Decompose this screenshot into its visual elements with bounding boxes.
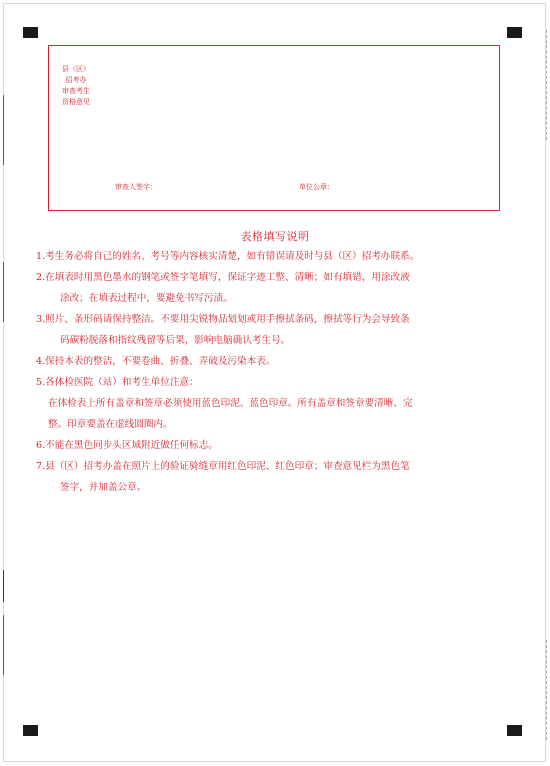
edge-marker	[3, 570, 4, 602]
instruction-item	[36, 351, 516, 372]
reviewer-signature-label: 审查人签字：	[115, 183, 157, 191]
instruction-item	[36, 393, 516, 435]
instruction-item	[36, 309, 516, 351]
instruction-line: 3.照片、条形码请保持整洁。不要用尖锐物品划划或用手擦拭条码，擦拭等行为会导致条	[36, 314, 410, 325]
instruction-item	[36, 246, 516, 267]
instruction-line: 1.考生务必将自己的姓名、考号等内容核实清楚，如有错误请及时与县（区）招考办联系。	[36, 251, 420, 262]
instructions-title: 表格填写说明	[240, 230, 310, 243]
edge-dashed-marker	[545, 640, 547, 740]
review-heading-line: 审查考生	[62, 87, 90, 95]
instruction-line: 5.各体检医院（站）和考生单位注意：	[36, 377, 199, 388]
review-heading	[55, 64, 97, 108]
edge-dashed-marker	[545, 30, 547, 140]
review-heading-line: 资格意见	[62, 98, 90, 106]
instruction-item	[36, 435, 516, 456]
registration-mark-top-left	[23, 27, 38, 38]
instruction-line: 整。印章要盖在虚线圆圈内。	[48, 419, 173, 430]
instruction-line: 签字，并加盖公章。	[60, 482, 147, 493]
edge-marker	[3, 262, 4, 322]
instruction-line: 涂改；在填表过程中，要避免书写污渍。	[60, 293, 233, 304]
edge-marker	[3, 95, 4, 165]
instruction-item	[36, 372, 516, 393]
review-heading-line: 县（区）	[62, 65, 90, 73]
edge-marker	[3, 615, 4, 675]
instructions-list	[36, 246, 516, 498]
review-opinion-box	[48, 45, 500, 211]
instruction-line: 在体检表上所有盖章和签章必须使用蓝色印泥、蓝色印章。所有盖章和签章要清晰、完	[48, 398, 413, 409]
instruction-item	[36, 456, 516, 498]
registration-mark-bottom-right	[507, 725, 522, 736]
unit-seal-label: 单位公章：	[299, 183, 334, 191]
registration-mark-top-right	[507, 27, 522, 38]
instruction-line: 4.保持本表的整洁，不要卷曲、折叠、弄破及污染本表。	[36, 356, 276, 367]
registration-mark-bottom-left	[23, 725, 38, 736]
instruction-line: 2.在填表时用黑色墨水的钢笔或签字笔填写，保证字迹工整、清晰；如有填错，用涂改液	[36, 272, 410, 283]
instruction-line: 6.不能在黑色同步头区域附近做任何标志。	[36, 440, 218, 451]
review-heading-line: 招考办	[65, 76, 87, 84]
instruction-line: 码碳粉脱落和指纹残留等后果，影响电脑确认考生号。	[60, 335, 291, 346]
instruction-line: 7.县（区）招考办盖在照片上的验证骑缝章用红色印泥、红色印章；审查意见栏为黑色笔	[36, 461, 410, 472]
instruction-item	[36, 267, 516, 309]
